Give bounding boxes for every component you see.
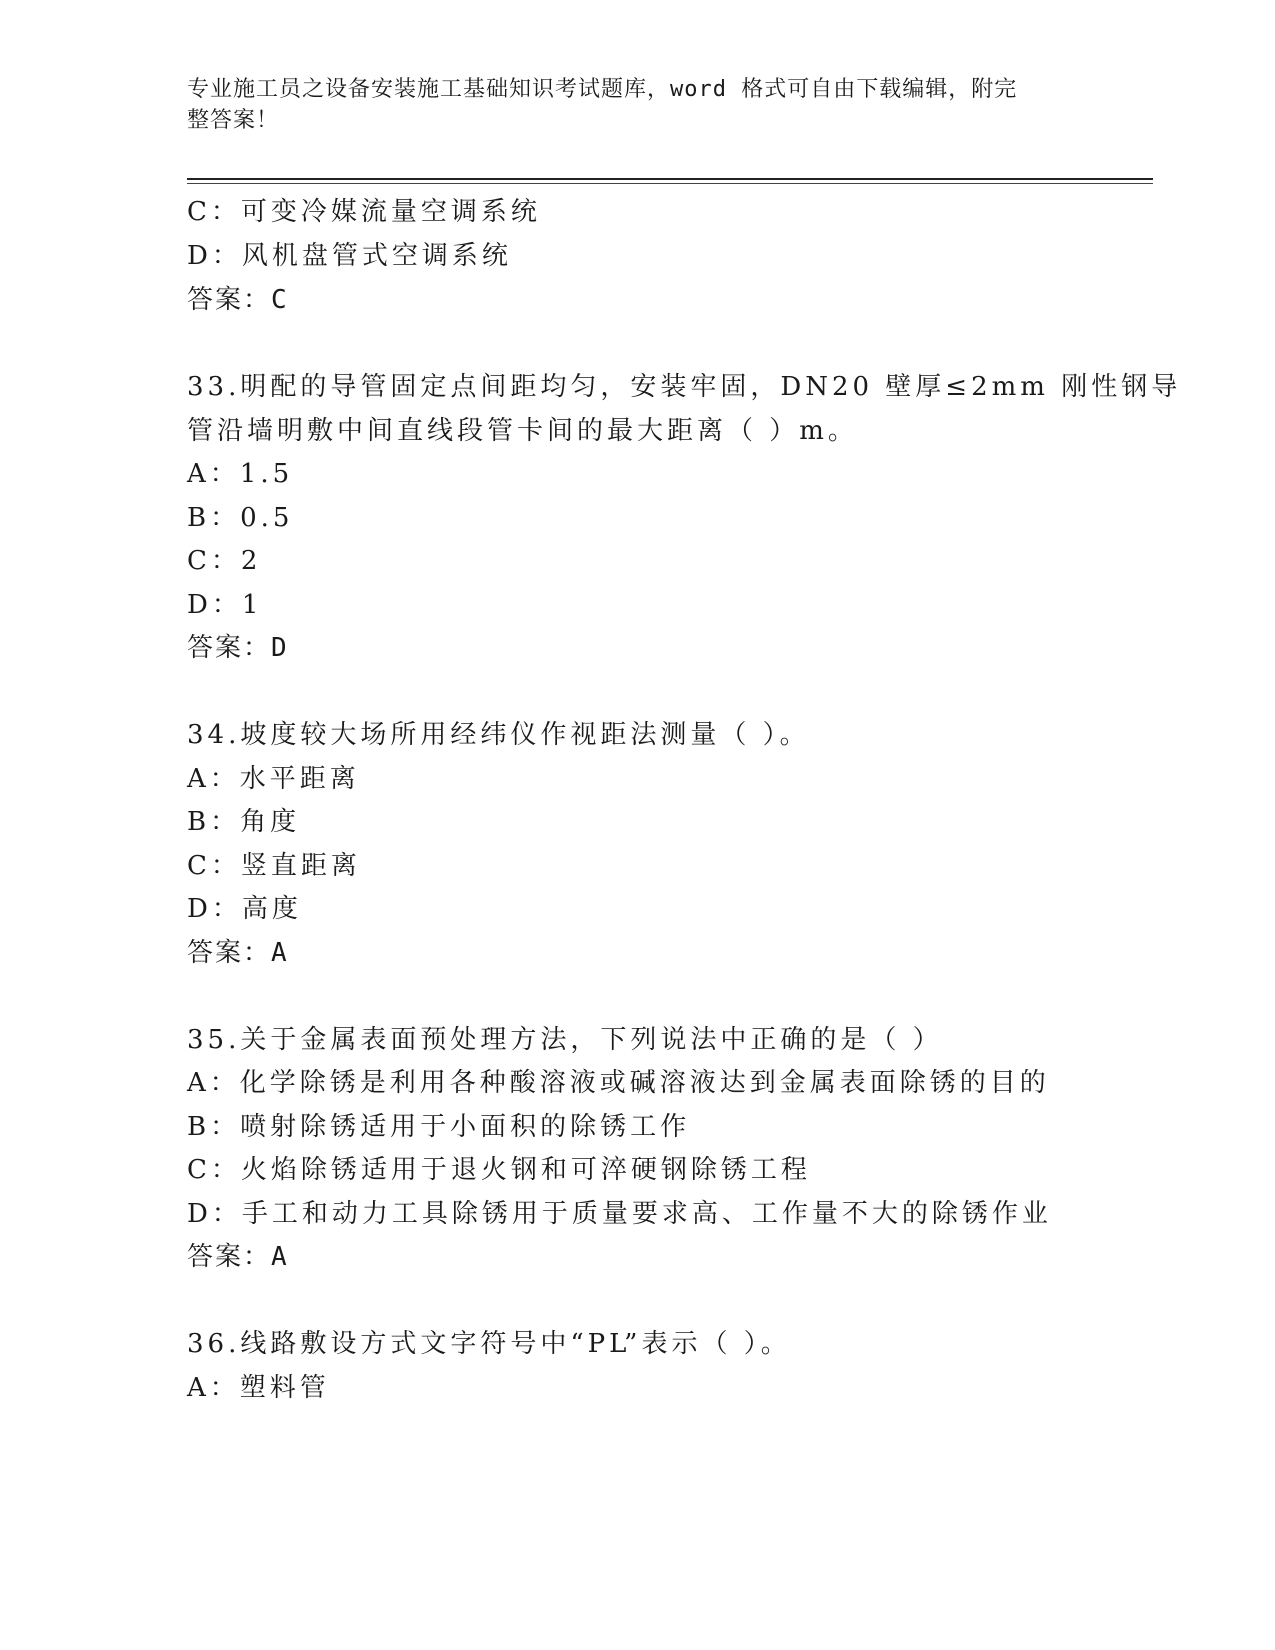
q35-question-line-1: 35.关于金属表面预处理方法，下列说法中正确的是（ ） — [187, 1025, 943, 1055]
q33-answer: 答案：D — [187, 633, 289, 663]
q33-question-line-2: 管沿墙明敷中间直线段管卡间的最大距离（ ）m。 — [187, 416, 858, 446]
q33-option-a: A：1.5 — [187, 459, 294, 489]
q35-option-a: A：化学除锈是利用各种酸溶液或碱溶液达到金属表面除锈的目的 — [187, 1068, 1050, 1098]
q33-question-line-1: 33.明配的导管固定点间距均匀，安装牢固，DN20 壁厚≤2mm 刚性钢导 — [187, 372, 1182, 402]
q34-question-line-1: 34.坡度较大场所用经纬仪作视距法测量（ ）。 — [187, 720, 810, 750]
q33-option-b: B：0.5 — [187, 503, 294, 533]
header-divider-thin — [187, 183, 1153, 184]
q35-option-d: D：手工和动力工具除锈用于质量要求高、工作量不大的除锈作业 — [187, 1199, 1052, 1229]
q36-question-line-1: 36.线路敷设方式文字符号中“PL”表示（ ）。 — [187, 1329, 791, 1359]
q34-option-d: D：高度 — [187, 894, 302, 924]
q36-option-a: A：塑料管 — [187, 1373, 330, 1403]
q32-answer: 答案：C — [187, 285, 289, 315]
q34-option-c: C：竖直距离 — [187, 851, 361, 881]
header-line-1: 专业施工员之设备安装施工基础知识考试题库，word 格式可自由下载编辑，附完 — [187, 77, 1018, 102]
q33-option-d: D：1 — [187, 590, 263, 620]
q34-option-a: A：水平距离 — [187, 764, 360, 794]
q35-option-b: B：喷射除锈适用于小面积的除锈工作 — [187, 1112, 691, 1142]
q35-answer: 答案：A — [187, 1242, 289, 1272]
q32-option-d: D：风机盘管式空调系统 — [187, 241, 512, 271]
q34-answer: 答案：A — [187, 938, 289, 968]
q35-option-c: C：火焰除锈适用于退火钢和可淬硬钢除锈工程 — [187, 1155, 811, 1185]
header-line-2: 整答案！ — [187, 108, 280, 133]
q34-option-b: B：角度 — [187, 807, 301, 837]
header-divider-thick — [187, 178, 1153, 180]
q33-option-c: C：2 — [187, 546, 262, 576]
q32-option-c: C：可变冷媒流量空调系统 — [187, 197, 541, 227]
document-header — [187, 74, 1087, 136]
